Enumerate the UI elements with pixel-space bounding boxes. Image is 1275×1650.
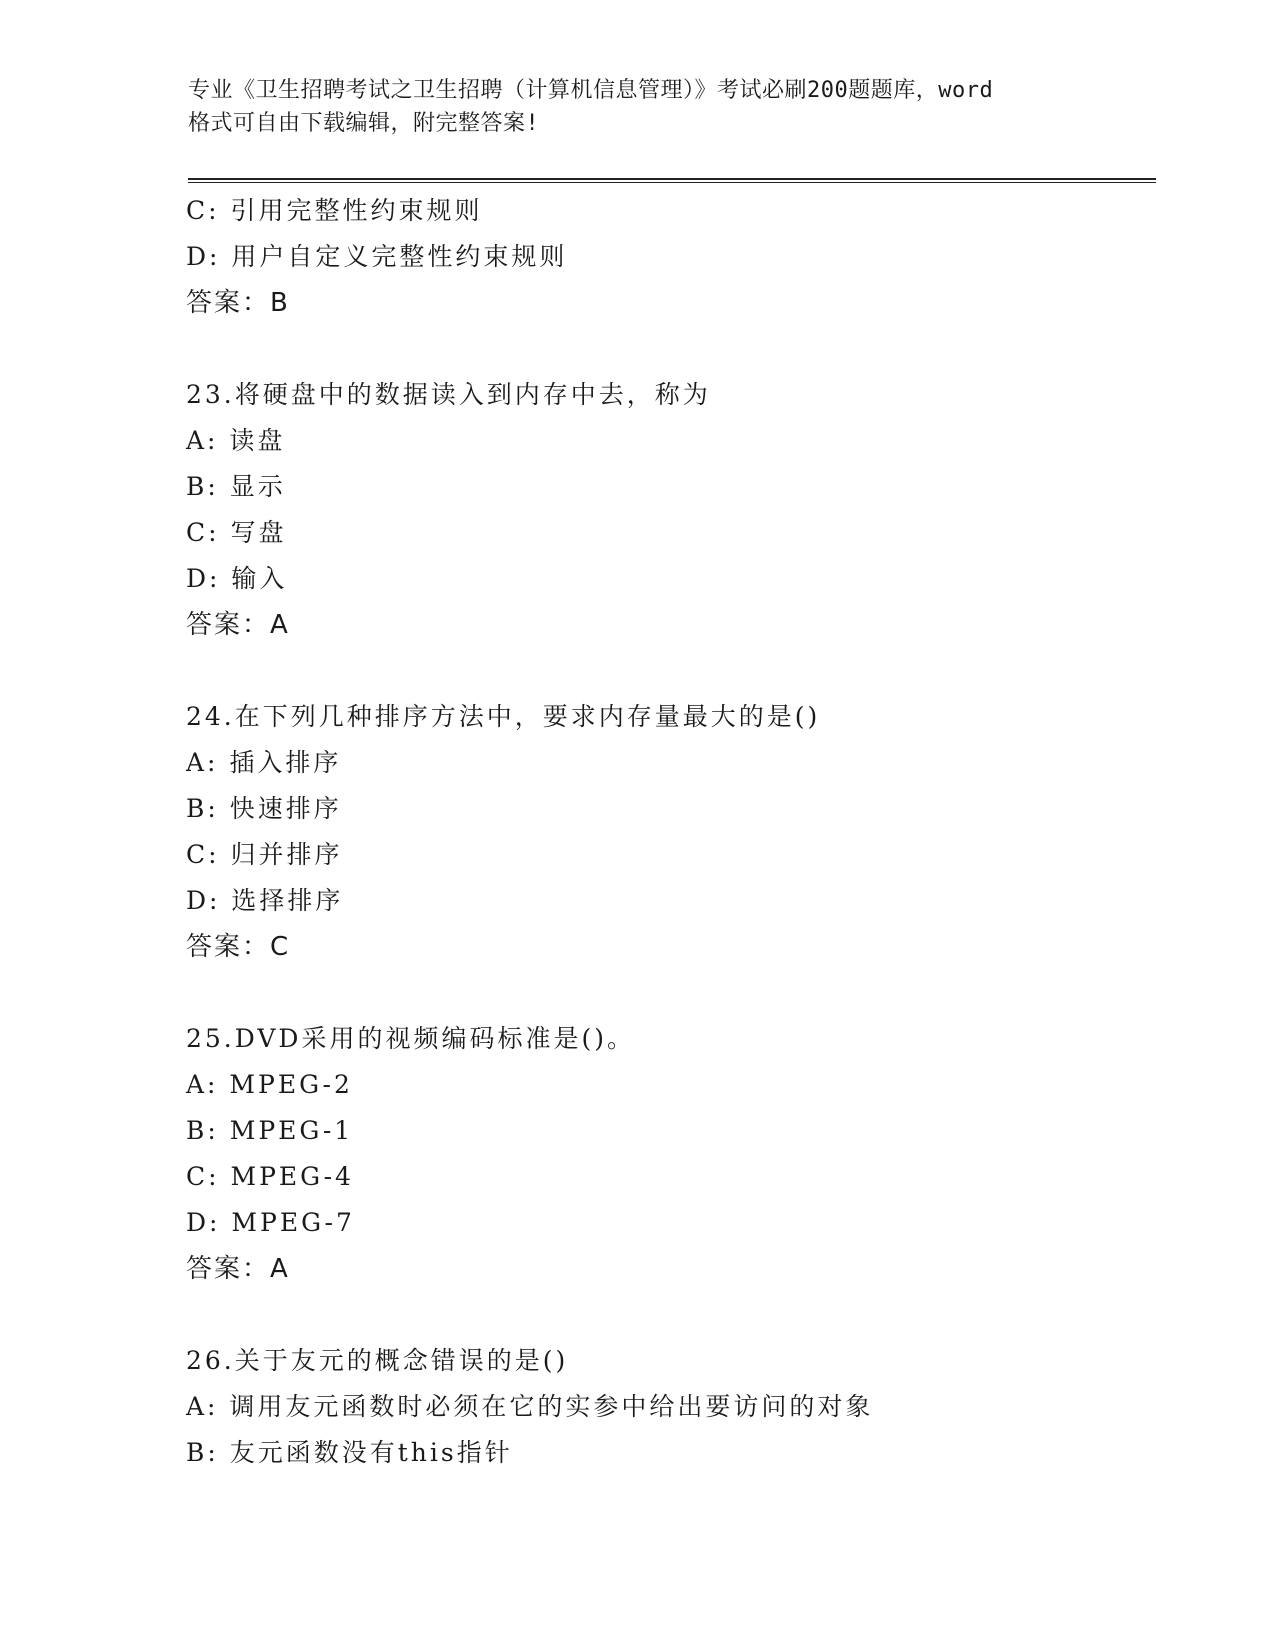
- question-23: [186, 372, 1146, 648]
- question-25: [186, 1016, 1146, 1292]
- option-d: D: 选择排序: [186, 886, 344, 915]
- header-line-2: 格式可自由下载编辑，附完整答案!: [188, 111, 540, 136]
- question-stem: 23.将硬盘中的数据读入到内存中去，称为: [186, 380, 711, 409]
- option-c: C: MPEG-4: [186, 1162, 354, 1191]
- answer: 答案：A: [186, 610, 290, 640]
- spacer: [186, 648, 1146, 694]
- document-header: [188, 74, 1088, 140]
- question-26: [186, 1338, 1146, 1476]
- spacer: [186, 1292, 1146, 1338]
- option-c: C: 归并排序: [186, 840, 343, 869]
- option-d: D: MPEG-7: [186, 1208, 355, 1237]
- option-b: B: 显示: [186, 472, 286, 501]
- option-a: A: 读盘: [186, 426, 286, 455]
- question-list: [186, 188, 1146, 1476]
- option-a: A: MPEG-2: [186, 1070, 353, 1099]
- option-a: A: 插入排序: [186, 748, 342, 777]
- option-c: C: 引用完整性约束规则: [186, 196, 483, 225]
- header-divider: [188, 178, 1156, 183]
- answer: 答案：A: [186, 1254, 290, 1284]
- option-b: B: MPEG-1: [186, 1116, 354, 1145]
- header-line-1: 专业《卫生招聘考试之卫生招聘（计算机信息管理）》考试必刷200题题库，word: [188, 78, 994, 103]
- question-continued: [186, 188, 1146, 326]
- option-d: D: 输入: [186, 564, 288, 593]
- option-d: D: 用户自定义完整性约束规则: [186, 242, 568, 271]
- option-c: C: 写盘: [186, 518, 287, 547]
- option-b: B: 友元函数没有this指针: [186, 1438, 513, 1467]
- question-stem: 24.在下列几种排序方法中，要求内存量最大的是(): [186, 702, 821, 731]
- question-stem: 26.关于友元的概念错误的是(): [186, 1346, 569, 1375]
- question-24: [186, 694, 1146, 970]
- answer: 答案：C: [186, 932, 291, 962]
- spacer: [186, 326, 1146, 372]
- answer: 答案：B: [186, 288, 290, 318]
- option-b: B: 快速排序: [186, 794, 342, 823]
- option-a: A: 调用友元函数时必须在它的实参中给出要访问的对象: [186, 1392, 874, 1421]
- spacer: [186, 970, 1146, 1016]
- question-stem: 25.DVD采用的视频编码标准是()。: [186, 1024, 635, 1053]
